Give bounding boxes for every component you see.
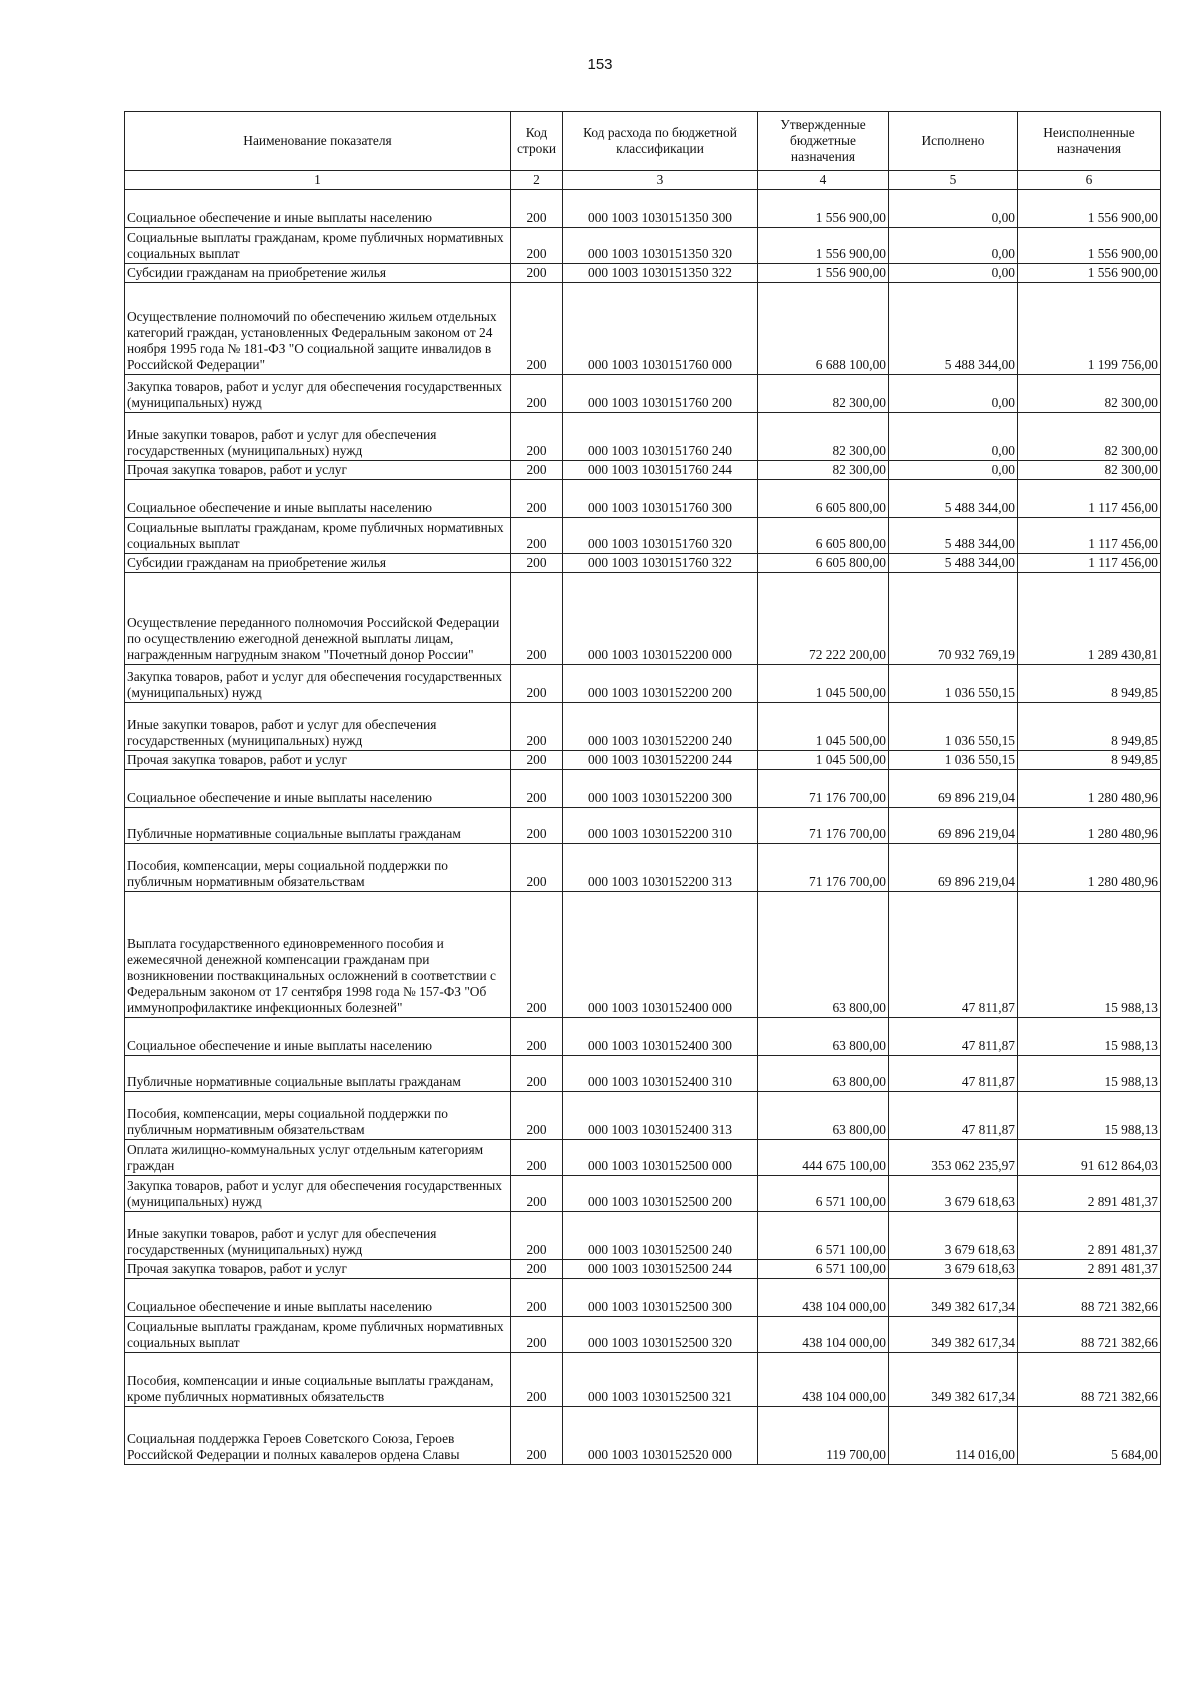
indicator-name-cell: Публичные нормативные социальные выплаты гражданам (125, 808, 511, 844)
executed-amount-cell: 5 488 344,00 (889, 283, 1018, 375)
unexecuted-amount-cell: 2 891 481,37 (1018, 1176, 1161, 1212)
approved-amount-cell: 1 045 500,00 (758, 665, 889, 703)
indicator-name-cell: Иные закупки товаров, работ и услуг для обеспечения государственных (муниципальных) нужд (125, 703, 511, 751)
line-code-cell: 200 (511, 770, 563, 808)
budget-code-cell: 000 1003 1030151350 300 (563, 190, 758, 228)
approved-amount-cell: 6 571 100,00 (758, 1176, 889, 1212)
budget-code-cell: 000 1003 1030152200 200 (563, 665, 758, 703)
line-code-cell: 200 (511, 665, 563, 703)
unexecuted-amount-cell: 8 949,85 (1018, 751, 1161, 770)
budget-code-cell: 000 1003 1030152500 321 (563, 1353, 758, 1407)
indicator-name-cell: Субсидии гражданам на приобретение жилья (125, 264, 511, 283)
indicator-name-cell: Осуществление переданного полномочия Российской Федерации по осуществлению ежегодной денежной выплаты лицам, награжденным нагрудным знаком "Почетный донор России" (125, 573, 511, 665)
column-number: 2 (511, 171, 563, 190)
line-code-cell: 200 (511, 1317, 563, 1353)
unexecuted-amount-cell: 82 300,00 (1018, 375, 1161, 413)
approved-amount-cell: 82 300,00 (758, 461, 889, 480)
budget-code-cell: 000 1003 1030151760 240 (563, 413, 758, 461)
table-row (125, 844, 1161, 892)
line-code-cell: 200 (511, 264, 563, 283)
approved-amount-cell: 1 045 500,00 (758, 703, 889, 751)
budget-code-cell: 000 1003 1030152200 313 (563, 844, 758, 892)
line-code-cell: 200 (511, 283, 563, 375)
unexecuted-amount-cell: 1 199 756,00 (1018, 283, 1161, 375)
line-code-cell: 200 (511, 703, 563, 751)
header-executed: Исполнено (889, 112, 1018, 171)
line-code-cell: 200 (511, 461, 563, 480)
line-code-cell: 200 (511, 844, 563, 892)
table-row (125, 703, 1161, 751)
executed-amount-cell: 0,00 (889, 375, 1018, 413)
header-line-code: Код строки (511, 112, 563, 171)
indicator-name-cell: Пособия, компенсации и иные социальные выплаты гражданам, кроме публичных нормативных обязательств (125, 1353, 511, 1407)
indicator-name-cell: Прочая закупка товаров, работ и услуг (125, 461, 511, 480)
indicator-name-cell: Иные закупки товаров, работ и услуг для обеспечения государственных (муниципальных) нужд (125, 413, 511, 461)
indicator-name-cell: Социальное обеспечение и иные выплаты населению (125, 1018, 511, 1056)
table-row (125, 1407, 1161, 1465)
indicator-name-cell: Социальные выплаты гражданам, кроме публичных нормативных социальных выплат (125, 228, 511, 264)
approved-amount-cell: 444 675 100,00 (758, 1140, 889, 1176)
column-number: 5 (889, 171, 1018, 190)
line-code-cell: 200 (511, 1212, 563, 1260)
approved-amount-cell: 6 605 800,00 (758, 518, 889, 554)
approved-amount-cell: 1 045 500,00 (758, 751, 889, 770)
budget-code-cell: 000 1003 1030152200 310 (563, 808, 758, 844)
budget-code-cell: 000 1003 1030151760 000 (563, 283, 758, 375)
line-code-cell: 200 (511, 808, 563, 844)
executed-amount-cell: 349 382 617,34 (889, 1353, 1018, 1407)
approved-amount-cell: 71 176 700,00 (758, 770, 889, 808)
line-code-cell: 200 (511, 1260, 563, 1279)
indicator-name-cell: Социальное обеспечение и иные выплаты населению (125, 770, 511, 808)
approved-amount-cell: 63 800,00 (758, 1018, 889, 1056)
line-code-cell: 200 (511, 1056, 563, 1092)
budget-code-cell: 000 1003 1030152500 300 (563, 1279, 758, 1317)
unexecuted-amount-cell: 1 117 456,00 (1018, 518, 1161, 554)
line-code-cell: 200 (511, 573, 563, 665)
line-code-cell: 200 (511, 554, 563, 573)
unexecuted-amount-cell: 15 988,13 (1018, 1056, 1161, 1092)
indicator-name-cell: Прочая закупка товаров, работ и услуг (125, 1260, 511, 1279)
approved-amount-cell: 71 176 700,00 (758, 808, 889, 844)
approved-amount-cell: 438 104 000,00 (758, 1317, 889, 1353)
executed-amount-cell: 349 382 617,34 (889, 1279, 1018, 1317)
table-header-row (125, 112, 1161, 171)
indicator-name-cell: Осуществление полномочий по обеспечению жильем отдельных категорий граждан, установленных Федеральным законом от 24 ноября 1995 года № 181-ФЗ "О социальной защите инвалидов в Российской Федерации" (125, 283, 511, 375)
table-row (125, 770, 1161, 808)
approved-amount-cell: 1 556 900,00 (758, 190, 889, 228)
table-row (125, 751, 1161, 770)
executed-amount-cell: 349 382 617,34 (889, 1317, 1018, 1353)
indicator-name-cell: Закупка товаров, работ и услуг для обеспечения государственных (муниципальных) нужд (125, 375, 511, 413)
budget-code-cell: 000 1003 1030152520 000 (563, 1407, 758, 1465)
approved-amount-cell: 6 605 800,00 (758, 480, 889, 518)
executed-amount-cell: 5 488 344,00 (889, 554, 1018, 573)
budget-code-cell: 000 1003 1030152200 244 (563, 751, 758, 770)
unexecuted-amount-cell: 82 300,00 (1018, 461, 1161, 480)
table-row (125, 264, 1161, 283)
indicator-name-cell: Публичные нормативные социальные выплаты гражданам (125, 1056, 511, 1092)
executed-amount-cell: 0,00 (889, 264, 1018, 283)
approved-amount-cell: 63 800,00 (758, 1092, 889, 1140)
indicator-name-cell: Социальные выплаты гражданам, кроме публичных нормативных социальных выплат (125, 518, 511, 554)
budget-code-cell: 000 1003 1030151760 244 (563, 461, 758, 480)
executed-amount-cell: 69 896 219,04 (889, 770, 1018, 808)
indicator-name-cell: Закупка товаров, работ и услуг для обеспечения государственных (муниципальных) нужд (125, 665, 511, 703)
line-code-cell: 200 (511, 413, 563, 461)
table-row (125, 1140, 1161, 1176)
budget-code-cell: 000 1003 1030151760 300 (563, 480, 758, 518)
indicator-name-cell: Социальное обеспечение и иные выплаты населению (125, 190, 511, 228)
unexecuted-amount-cell: 88 721 382,66 (1018, 1279, 1161, 1317)
unexecuted-amount-cell: 15 988,13 (1018, 892, 1161, 1018)
indicator-name-cell: Пособия, компенсации, меры социальной поддержки по публичным нормативным обязательствам (125, 844, 511, 892)
indicator-name-cell: Оплата жилищно-коммунальных услуг отдельным категориям граждан (125, 1140, 511, 1176)
executed-amount-cell: 5 488 344,00 (889, 518, 1018, 554)
line-code-cell: 200 (511, 1140, 563, 1176)
budget-code-cell: 000 1003 1030151350 322 (563, 264, 758, 283)
unexecuted-amount-cell: 8 949,85 (1018, 703, 1161, 751)
executed-amount-cell: 69 896 219,04 (889, 844, 1018, 892)
budget-code-cell: 000 1003 1030152200 240 (563, 703, 758, 751)
indicator-name-cell: Прочая закупка товаров, работ и услуг (125, 751, 511, 770)
executed-amount-cell: 0,00 (889, 413, 1018, 461)
unexecuted-amount-cell: 88 721 382,66 (1018, 1317, 1161, 1353)
unexecuted-amount-cell: 1 280 480,96 (1018, 844, 1161, 892)
unexecuted-amount-cell: 8 949,85 (1018, 665, 1161, 703)
approved-amount-cell: 63 800,00 (758, 892, 889, 1018)
approved-amount-cell: 438 104 000,00 (758, 1353, 889, 1407)
column-number: 1 (125, 171, 511, 190)
line-code-cell: 200 (511, 1353, 563, 1407)
column-number-row (125, 171, 1161, 190)
approved-amount-cell: 1 556 900,00 (758, 228, 889, 264)
approved-amount-cell: 6 571 100,00 (758, 1260, 889, 1279)
executed-amount-cell: 114 016,00 (889, 1407, 1018, 1465)
indicator-name-cell: Субсидии гражданам на приобретение жилья (125, 554, 511, 573)
executed-amount-cell: 1 036 550,15 (889, 703, 1018, 751)
unexecuted-amount-cell: 88 721 382,66 (1018, 1353, 1161, 1407)
table-row (125, 518, 1161, 554)
unexecuted-amount-cell: 1 280 480,96 (1018, 770, 1161, 808)
indicator-name-cell: Социальная поддержка Героев Советского Союза, Героев Российской Федерации и полных кавалеров ордена Славы (125, 1407, 511, 1465)
table-row (125, 1260, 1161, 1279)
approved-amount-cell: 82 300,00 (758, 413, 889, 461)
table-row (125, 665, 1161, 703)
table-body (125, 190, 1161, 1465)
line-code-cell: 200 (511, 1018, 563, 1056)
unexecuted-amount-cell: 82 300,00 (1018, 413, 1161, 461)
approved-amount-cell: 438 104 000,00 (758, 1279, 889, 1317)
indicator-name-cell: Закупка товаров, работ и услуг для обеспечения государственных (муниципальных) нужд (125, 1176, 511, 1212)
executed-amount-cell: 5 488 344,00 (889, 480, 1018, 518)
table-row (125, 1353, 1161, 1407)
indicator-name-cell: Социальное обеспечение и иные выплаты населению (125, 1279, 511, 1317)
unexecuted-amount-cell: 91 612 864,03 (1018, 1140, 1161, 1176)
budget-code-cell: 000 1003 1030152200 000 (563, 573, 758, 665)
budget-execution-table (124, 111, 1161, 1465)
table-row (125, 1176, 1161, 1212)
table-row (125, 1018, 1161, 1056)
budget-code-cell: 000 1003 1030152500 200 (563, 1176, 758, 1212)
line-code-cell: 200 (511, 228, 563, 264)
line-code-cell: 200 (511, 751, 563, 770)
unexecuted-amount-cell: 1 117 456,00 (1018, 480, 1161, 518)
executed-amount-cell: 47 811,87 (889, 1056, 1018, 1092)
budget-code-cell: 000 1003 1030152400 310 (563, 1056, 758, 1092)
unexecuted-amount-cell: 1 556 900,00 (1018, 264, 1161, 283)
table-row (125, 892, 1161, 1018)
line-code-cell: 200 (511, 375, 563, 413)
unexecuted-amount-cell: 1 556 900,00 (1018, 228, 1161, 264)
budget-code-cell: 000 1003 1030152500 240 (563, 1212, 758, 1260)
approved-amount-cell: 119 700,00 (758, 1407, 889, 1465)
budget-code-cell: 000 1003 1030152200 300 (563, 770, 758, 808)
table-row (125, 1092, 1161, 1140)
header-budget-code: Код расхода по бюджетной классификации (563, 112, 758, 171)
executed-amount-cell: 1 036 550,15 (889, 665, 1018, 703)
executed-amount-cell: 0,00 (889, 228, 1018, 264)
line-code-cell: 200 (511, 1176, 563, 1212)
budget-code-cell: 000 1003 1030152400 300 (563, 1018, 758, 1056)
line-code-cell: 200 (511, 1279, 563, 1317)
unexecuted-amount-cell: 1 280 480,96 (1018, 808, 1161, 844)
column-number: 3 (563, 171, 758, 190)
approved-amount-cell: 63 800,00 (758, 1056, 889, 1092)
table-row (125, 554, 1161, 573)
budget-code-cell: 000 1003 1030152400 313 (563, 1092, 758, 1140)
budget-code-cell: 000 1003 1030152500 000 (563, 1140, 758, 1176)
approved-amount-cell: 6 571 100,00 (758, 1212, 889, 1260)
indicator-name-cell: Социальные выплаты гражданам, кроме публичных нормативных социальных выплат (125, 1317, 511, 1353)
executed-amount-cell: 3 679 618,63 (889, 1212, 1018, 1260)
table-row (125, 413, 1161, 461)
header-approved: Утвержденные бюджетные назначения (758, 112, 889, 171)
line-code-cell: 200 (511, 1407, 563, 1465)
unexecuted-amount-cell: 5 684,00 (1018, 1407, 1161, 1465)
budget-code-cell: 000 1003 1030152400 000 (563, 892, 758, 1018)
executed-amount-cell: 0,00 (889, 190, 1018, 228)
approved-amount-cell: 71 176 700,00 (758, 844, 889, 892)
budget-code-cell: 000 1003 1030151760 322 (563, 554, 758, 573)
table-row (125, 283, 1161, 375)
line-code-cell: 200 (511, 518, 563, 554)
table-row (125, 808, 1161, 844)
header-indicator-name: Наименование показателя (125, 112, 511, 171)
executed-amount-cell: 70 932 769,19 (889, 573, 1018, 665)
line-code-cell: 200 (511, 190, 563, 228)
table-row (125, 1317, 1161, 1353)
unexecuted-amount-cell: 15 988,13 (1018, 1018, 1161, 1056)
approved-amount-cell: 82 300,00 (758, 375, 889, 413)
executed-amount-cell: 1 036 550,15 (889, 751, 1018, 770)
indicator-name-cell: Пособия, компенсации, меры социальной поддержки по публичным нормативным обязательствам (125, 1092, 511, 1140)
page-number: 153 (587, 56, 613, 73)
executed-amount-cell: 0,00 (889, 461, 1018, 480)
table-row (125, 1212, 1161, 1260)
unexecuted-amount-cell: 1 556 900,00 (1018, 190, 1161, 228)
indicator-name-cell: Иные закупки товаров, работ и услуг для обеспечения государственных (муниципальных) нужд (125, 1212, 511, 1260)
column-number: 6 (1018, 171, 1161, 190)
budget-code-cell: 000 1003 1030152500 244 (563, 1260, 758, 1279)
table-row (125, 461, 1161, 480)
line-code-cell: 200 (511, 480, 563, 518)
budget-code-cell: 000 1003 1030151350 320 (563, 228, 758, 264)
table-row (125, 375, 1161, 413)
approved-amount-cell: 1 556 900,00 (758, 264, 889, 283)
header-unexecuted: Неисполненные назначения (1018, 112, 1161, 171)
table-row (125, 480, 1161, 518)
approved-amount-cell: 6 605 800,00 (758, 554, 889, 573)
column-number: 4 (758, 171, 889, 190)
executed-amount-cell: 47 811,87 (889, 1092, 1018, 1140)
executed-amount-cell: 47 811,87 (889, 1018, 1018, 1056)
executed-amount-cell: 69 896 219,04 (889, 808, 1018, 844)
indicator-name-cell: Социальное обеспечение и иные выплаты населению (125, 480, 511, 518)
table-row (125, 228, 1161, 264)
executed-amount-cell: 3 679 618,63 (889, 1260, 1018, 1279)
executed-amount-cell: 3 679 618,63 (889, 1176, 1018, 1212)
table-row (125, 1056, 1161, 1092)
unexecuted-amount-cell: 1 289 430,81 (1018, 573, 1161, 665)
unexecuted-amount-cell: 1 117 456,00 (1018, 554, 1161, 573)
unexecuted-amount-cell: 15 988,13 (1018, 1092, 1161, 1140)
budget-code-cell: 000 1003 1030151760 200 (563, 375, 758, 413)
line-code-cell: 200 (511, 1092, 563, 1140)
unexecuted-amount-cell: 2 891 481,37 (1018, 1212, 1161, 1260)
unexecuted-amount-cell: 2 891 481,37 (1018, 1260, 1161, 1279)
approved-amount-cell: 72 222 200,00 (758, 573, 889, 665)
budget-code-cell: 000 1003 1030151760 320 (563, 518, 758, 554)
table-row (125, 573, 1161, 665)
executed-amount-cell: 47 811,87 (889, 892, 1018, 1018)
approved-amount-cell: 6 688 100,00 (758, 283, 889, 375)
table-row (125, 190, 1161, 228)
table-row (125, 1279, 1161, 1317)
line-code-cell: 200 (511, 892, 563, 1018)
budget-code-cell: 000 1003 1030152500 320 (563, 1317, 758, 1353)
indicator-name-cell: Выплата государственного единовременного пособия и ежемесячной денежной компенсации гражданам при возникновении поствакцинальных осложнений в соответствии с Федеральным законом от 17 сентября 1998 года № 157-ФЗ "Об иммунопрофилактике инфекционных болезней" (125, 892, 511, 1018)
executed-amount-cell: 353 062 235,97 (889, 1140, 1018, 1176)
